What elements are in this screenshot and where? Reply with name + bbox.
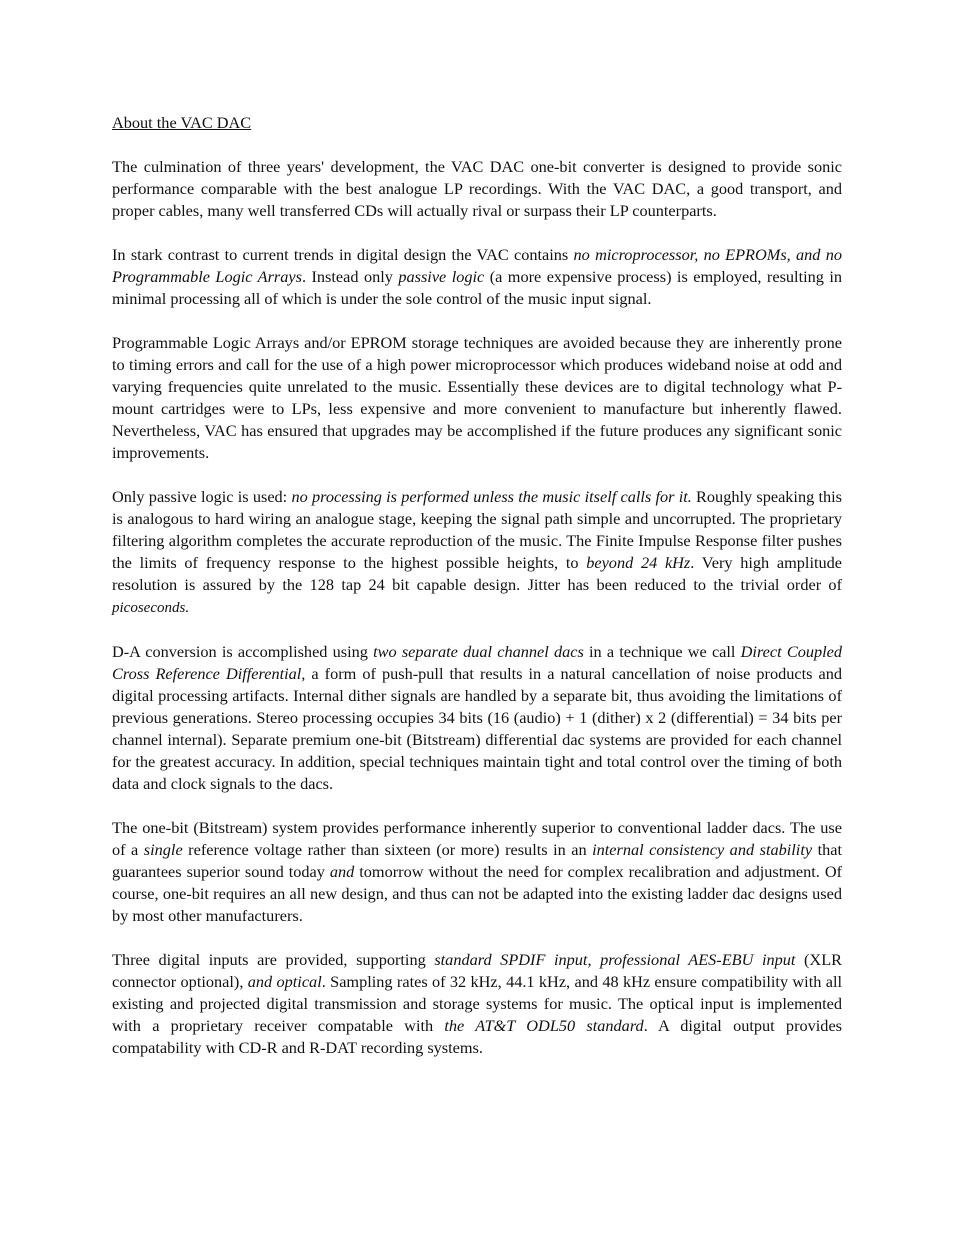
document-title: About the VAC DAC [112,113,252,132]
emphasis-text: the AT&T ODL50 standard [444,1016,644,1035]
emphasis-text: and [329,862,355,881]
emphasis-text: and optical [247,972,322,991]
emphasis-text: standard SPDIF input, professional AES-EBU input [434,950,796,969]
paragraph-text: . Very high amplitude resolution is assured by the 128 tap 24 bit capable design. Jitter has been reduced to the trivial order of [112,553,843,594]
paragraph-logic-arrays [112,332,842,464]
paragraph-text: The one-bit (Bitstream) system provides performance inherently superior to conventional ladder dacs. The use of a [112,818,842,859]
emphasis-text: beyond 24 kHz [586,553,691,572]
paragraph-text: Roughly speaking this is analogous to hard wiring an analogue stage, keeping the signal path simple and uncorrupted. The proprietary filtering algorithm completes the accurate reproduction of the music. The Finite Impulse Response filter pushes the limits of frequency response to the highest possible heights, to [112,487,842,572]
paragraph-text: (a more expensive process) is employed, resulting in minimal processing all of which is under the sole control of the music input signal. [112,267,843,308]
paragraph-text: Programmable Logic Arrays and/or EPROM storage techniques are avoided because they are inherently prone to timing errors and call for the use of a high power microprocessor which produces wideband noise at odd and varying frequencies quite unrelated to the music. Essentially these devices are to digital technology what P-mount cartridges were to LPs, less expensive and more convenient to manufacture but inherently flawed. Nevertheless, VAC has ensured that upgrades may be accomplished if the future produces any significant sonic improvements. [112,333,842,462]
paragraph-text: that guarantees superior sound today [112,840,842,881]
paragraph-bitstream [112,817,842,927]
emphasis-text: no processing is performed unless the music itself calls for it. [291,487,692,506]
emphasis-text: internal consistency and stability [592,840,813,859]
paragraph-text: in a technique we call [583,642,741,661]
paragraph-text: reference voltage rather than sixteen (or more) results in an [182,840,593,859]
paragraph-text: (XLR connector optional), [112,950,842,991]
paragraph-text: . A digital output provides compatability with CD-R and R-DAT recording systems. [112,1016,843,1057]
document-page [112,112,842,1081]
paragraph-intro [112,156,842,222]
emphasis-text: picoseconds. [112,600,190,616]
paragraph-text: Only passive logic is used: [112,487,292,506]
paragraph-text: Three digital inputs are provided, supporting [112,950,435,969]
paragraph-inputs [112,949,842,1059]
emphasis-text: Direct Coupled Cross Reference Differential, [112,642,843,683]
paragraph-text: . Sampling rates of 32 kHz, 44.1 kHz, and 48 kHz ensure compatibility with all existing and projected digital transmission and storage systems for music. The optical input is implemented with a proprietary receiver compatable with [112,972,842,1035]
paragraph-design [112,244,842,310]
paragraph-text: tomorrow without the need for complex recalibration and adjustment. Of course, one-bit requires an all new design, and thus can not be adapted into the existing ladder dac designs used by most other manufacturers. [112,862,842,925]
paragraph-text: a form of push-pull that results in a natural cancellation of noise products and digital processing artifacts. Internal dither signals are handled by a separate bit, thus avoiding the limitations of previous generations. Stereo processing occupies 34 bits (16 (audio) + 1 (dither) x 2 (differential) = 34 bits per channel internal). Separate premium one-bit (Bitstream) differential dac systems are provided for each channel for the greatest accuracy. In addition, special techniques maintain tight and total control over the timing of both data and clock signals to the dacs. [112,664,842,793]
paragraph-text: . Instead only [301,267,399,286]
emphasis-text: passive logic [398,267,485,286]
emphasis-text: no microprocessor, no EPROMs, and no Programmable Logic Arrays [112,245,842,286]
emphasis-text: two separate dual channel dacs [373,642,584,661]
paragraph-text: D-A conversion is accomplished using [112,642,374,661]
paragraph-text: The culmination of three years' development, the VAC DAC one-bit converter is designed to provide sonic performance comparable with the best analogue LP recordings. With the VAC DAC, a good transport, and proper cables, many well transferred CDs will actually rival or surpass their LP counterparts. [112,157,842,220]
emphasis-text: single [143,840,183,859]
paragraph-text: In stark contrast to current trends in digital design the VAC contains [112,245,574,264]
paragraph-conversion [112,641,842,795]
paragraph-passive-logic [112,486,842,619]
